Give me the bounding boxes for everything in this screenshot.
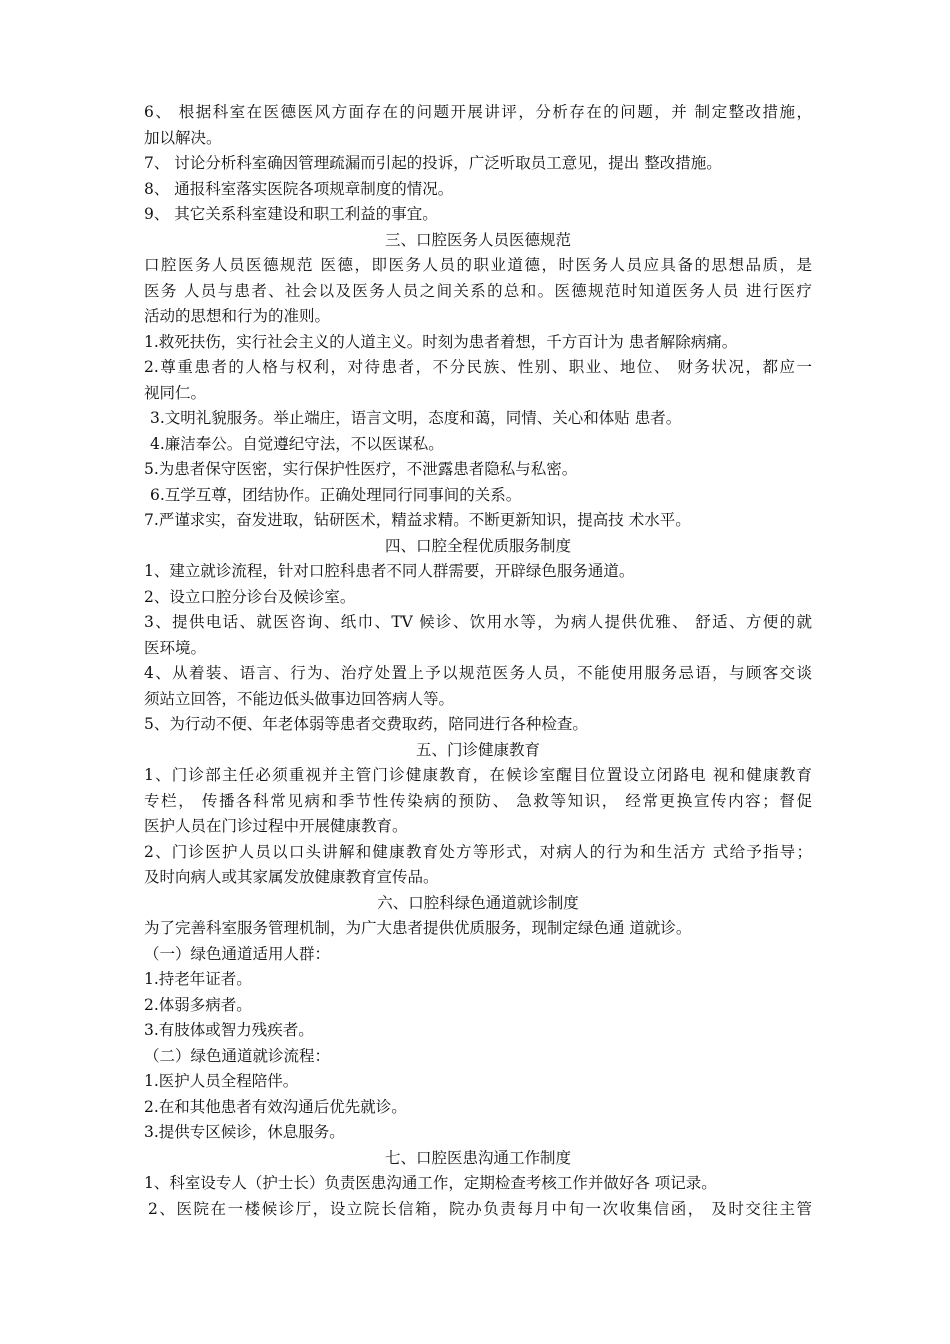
text-line: 2、设立口腔分诊台及候诊室。 (144, 587, 356, 606)
text-line: 7.严谨求实，奋发进取，钻研医术，精益求精。不断更新知识，提高技 术水平。 (144, 511, 691, 529)
text-line: 9、 其它关系科室建设和职工利益的事宜。 (144, 205, 438, 223)
text-line: 3.有肢体或智力残疾者。 (144, 1021, 314, 1039)
text-line: 1、建立就诊流程，针对口腔科患者不同人群需要，开辟绿色服务通道。 (144, 562, 635, 580)
text-line: 6、 根据科室在医德医风方面存在的问题开展讲评，分析存在的问题，并 制定整改措施， (144, 103, 812, 121)
text-line: 1.持老年证者。 (144, 970, 252, 988)
section-heading: 七、口腔医患沟通工作制度 (384, 1148, 571, 1167)
text-line: 3.提供专区候诊，休息服务。 (144, 1123, 345, 1141)
text-line: 2.尊重患者的人格与权利，对待患者，不分民族、性别、职业、地位、 财务状况，都应一 (144, 358, 812, 376)
text-line: 医护人员在门诊过程中开展健康教育。 (144, 817, 408, 835)
text-line: 1、科室设专人（护士长）负责医患沟通工作，定期检查考核工作并做好各 项记录。 (144, 1174, 717, 1192)
text-line: 3.文明礼貌服务。举止端庄，语言文明，态度和蔼，同情、关心和体贴 患者。 (150, 409, 682, 427)
text-line: 医环境。 (144, 638, 207, 657)
text-line: 5.为患者保守医密，实行保护性医疗，不泄露患者隐私与私密。 (144, 460, 578, 478)
text-line: 1.医护人员全程陪伴。 (144, 1072, 299, 1090)
text-line: （一）绿色通道适用人群： (144, 944, 331, 963)
text-line: 及时向病人或其家属发放健康教育宣传品。 (144, 868, 439, 886)
text-line: 活动的思想和行为的准则。 (144, 307, 331, 325)
text-line: 视同仁。 (144, 383, 207, 402)
text-line: 须站立回答，不能边低头做事边回答病人等。 (144, 689, 455, 708)
text-line: 4、从着装、语言、行为、治疗处置上予以规范医务人员，不能使用服务忌语，与顾客交谈 (144, 664, 812, 682)
document-page (144, 100, 812, 1222)
text-line: 2、门诊医护人员以口头讲解和健康教育处方等形式，对病人的行为和生活方 式给予指导； (144, 842, 812, 861)
section-heading: 六、口腔科绿色通道就诊制度 (377, 893, 579, 912)
text-line: 7、 讨论分析科室确因管理疏漏而引起的投诉，广泛听取员工意见，提出 整改措施。 (144, 154, 722, 172)
text-line: 专栏， 传播各科常见病和季节性传染病的预防、 急救等知识， 经常更换宣传内容；督促 (144, 791, 812, 810)
text-line: 3、提供电话、就医咨询、纸巾、TV 候诊、饮用水等，为病人提供优雅、 舒适、方便的就 (144, 613, 812, 631)
text-line: 4.廉洁奉公。自觉遵纪守法，不以医谋私。 (150, 434, 444, 453)
text-line: 口腔医务人员医德规范 医德，即医务人员的职业道德，时医务人员应具备的思想品质，是 (144, 256, 812, 274)
text-line: 1.救死扶伤，实行社会主义的人道主义。时刻为患者着想，千方百计为 患者解除病痛。 (144, 332, 738, 351)
text-line: 8、 通报科室落实医院各项规章制度的情况。 (144, 179, 454, 198)
text-line: 加以解决。 (144, 128, 222, 147)
section-heading: 五、门诊健康教育 (415, 740, 540, 759)
text-line: 6.互学互尊，团结协作。正确处理同行同事间的关系。 (150, 485, 522, 504)
section-heading: 四、口腔全程优质服务制度 (384, 536, 571, 555)
text-line: 为了完善科室服务管理机制，为广大患者提供优质服务，现制定绿色通 道就诊。 (144, 919, 692, 937)
text-line: 2.在和其他患者有效沟通后优先就诊。 (144, 1097, 407, 1116)
text-line: 5、为行动不便、年老体弱等患者交费取药，陪同进行各种检查。 (144, 715, 588, 733)
text-line: （二）绿色通道就诊流程： (144, 1046, 331, 1065)
text-line: 2、医院在一楼候诊厅，设立院长信箱，院办负责每月中旬一次收集信函， 及时交往主管 (148, 1199, 812, 1218)
section-heading: 三、口腔医务人员医德规范 (384, 230, 571, 249)
text-line: 医务 人员与患者、社会以及医务人员之间关系的总和。医德规范时知道医务人员 进行医疗 (144, 281, 812, 300)
text-line: 2.体弱多病者。 (144, 995, 252, 1014)
text-line: 1、门诊部主任必须重视并主管门诊健康教育，在候诊室醒目位置设立闭路电 视和健康教育 (144, 766, 812, 784)
